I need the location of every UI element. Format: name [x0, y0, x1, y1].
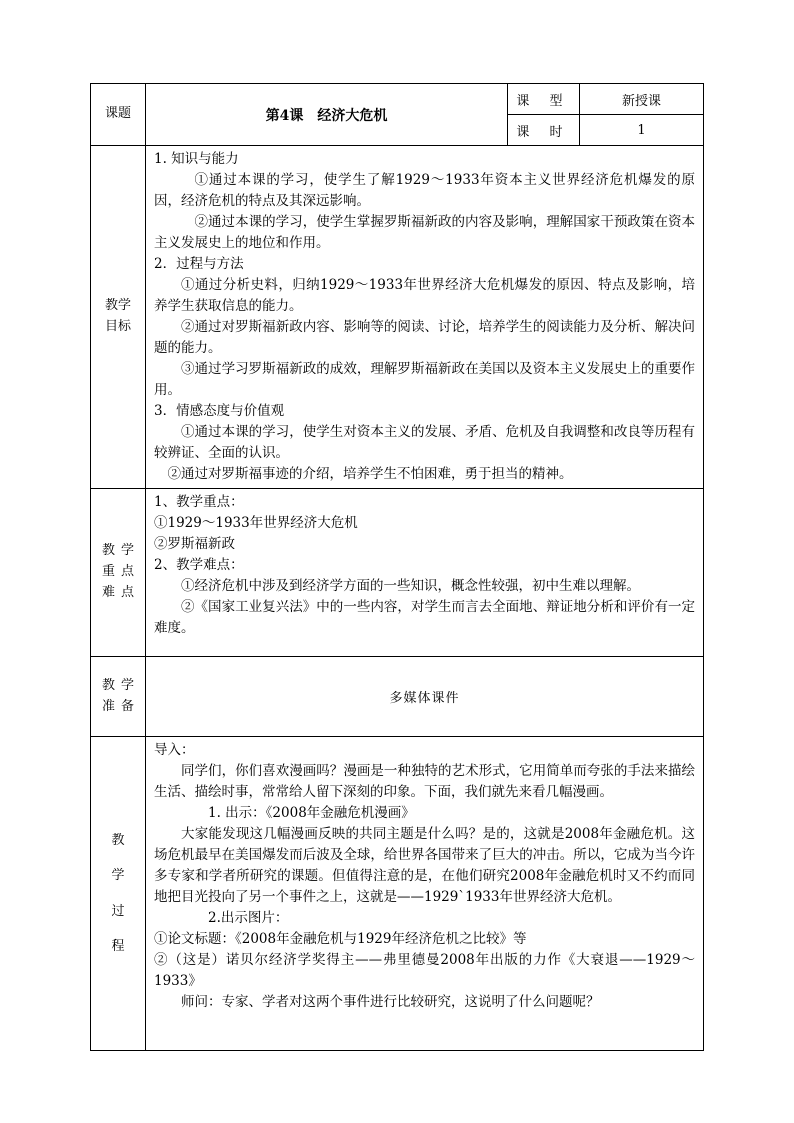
- objective-item: ②通过对罗斯福事迹的介绍，培养学生不怕困难，勇于担当的精神。: [167, 466, 573, 482]
- objective-item: ①通过分析史料，归纳1929～1933年世界经济大危机爆发的原因、特点及影响，培养学生获取信息的能力。: [154, 277, 695, 314]
- objectives-label: 教学 目标: [91, 146, 146, 489]
- key-points-row: [91, 489, 704, 657]
- process-label: 教 学 过 程: [91, 737, 146, 1051]
- objectives-content: [146, 146, 704, 489]
- process-paragraph: ②（这是）诺贝尔经济学奖得主——弗里德曼2008年出版的力作《大衰退——1929～1933》: [154, 952, 695, 989]
- objective-item: ②通过本课的学习，使学生掌握罗斯福新政的内容及影响，理解国家干预政策在资本主义发展史上的地位和作用。: [154, 214, 695, 251]
- lesson-type-label: 课 型: [508, 84, 580, 115]
- objective-heading: 2．过程与方法: [154, 256, 244, 272]
- preparation-row: [91, 657, 704, 737]
- header-row-1: [91, 84, 704, 115]
- objectives-row: [91, 146, 704, 489]
- key-points-content: [146, 489, 704, 657]
- process-heading: 导入：: [154, 742, 195, 758]
- objective-item: ①通过本课的学习，使学生了解1929～1933年资本主义世界经济危机爆发的原因，经济危机的特点及其深远影响。: [154, 172, 695, 209]
- objective-item: ②通过对罗斯福新政内容、影响等的阅读、讨论，培养学生的阅读能力及分析、解决问题的能力。: [154, 319, 695, 356]
- process-paragraph: ①论文标题：《2008年金融危机与1929年经济危机之比较》等: [154, 931, 527, 947]
- process-paragraph: 师问：专家、学者对这两个事件进行比较研究，这说明了什么问题呢？: [181, 994, 600, 1010]
- lesson-type-value: 新授课: [580, 84, 704, 115]
- key-point-item: ①1929～1933年世界经济大危机: [154, 515, 358, 531]
- key-point-item: ②罗斯福新政: [154, 536, 235, 552]
- process-paragraph: 1. 出示：《2008年金融危机漫画》: [208, 805, 415, 821]
- objective-item: ①通过本课的学习，使学生对资本主义的发展、矛盾、危机及自我调整和改良等历程有较辨证、全面的认识。: [154, 424, 695, 461]
- lesson-hours-value: 1: [580, 115, 704, 146]
- topic-label: 课题: [91, 84, 146, 146]
- objective-heading: 3．情感态度与价值观: [154, 403, 285, 419]
- preparation-value: 多媒体课件: [146, 657, 704, 737]
- key-point-heading: 2、教学难点：: [154, 557, 244, 573]
- key-point-item: ①经济危机中涉及到经济学方面的一些知识，概念性较强，初中生难以理解。: [181, 578, 640, 594]
- lesson-plan-table: [90, 83, 704, 1051]
- process-paragraph: 大家能发现这几幅漫画反映的共同主题是什么吗？是的，这就是2008年金融危机。这场危机最早在美国爆发而后波及全球，给世界各国带来了巨大的冲击。所以，它成为当今许多专家和学者所研究的课题。但值得注意的是，在他们研究2008年金融危机时又不约而同地把目光投向了另一个事件之上，这就是——1929`1933年世界经济大危机。: [154, 826, 695, 905]
- process-paragraph: 同学们，你们喜欢漫画吗？漫画是一种独特的艺术形式，它用简单而夸张的手法来描绘生活、描绘时事，常常给人留下深刻的印象。下面，我们就先来看几幅漫画。: [154, 763, 695, 800]
- process-content: [146, 737, 704, 1051]
- key-points-label: 教学 重点 难点: [91, 489, 146, 657]
- lesson-hours-label: 课 时: [508, 115, 580, 146]
- objective-item: ③通过学习罗斯福新政的成效，理解罗斯福新政在美国以及资本主义发展史上的重要作用。: [154, 361, 695, 398]
- process-row: [91, 737, 704, 1051]
- key-point-item: ②《国家工业复兴法》中的一些内容，对学生而言去全面地、辩证地分析和评价有一定难度。: [154, 599, 695, 636]
- process-paragraph: 2.出示图片：: [208, 910, 289, 926]
- lesson-title: 第4课 经济大危机: [146, 84, 508, 146]
- objective-heading: 1. 知识与能力: [154, 151, 239, 167]
- key-point-heading: 1、教学重点：: [154, 494, 244, 510]
- preparation-label: 教学 准备: [91, 657, 146, 737]
